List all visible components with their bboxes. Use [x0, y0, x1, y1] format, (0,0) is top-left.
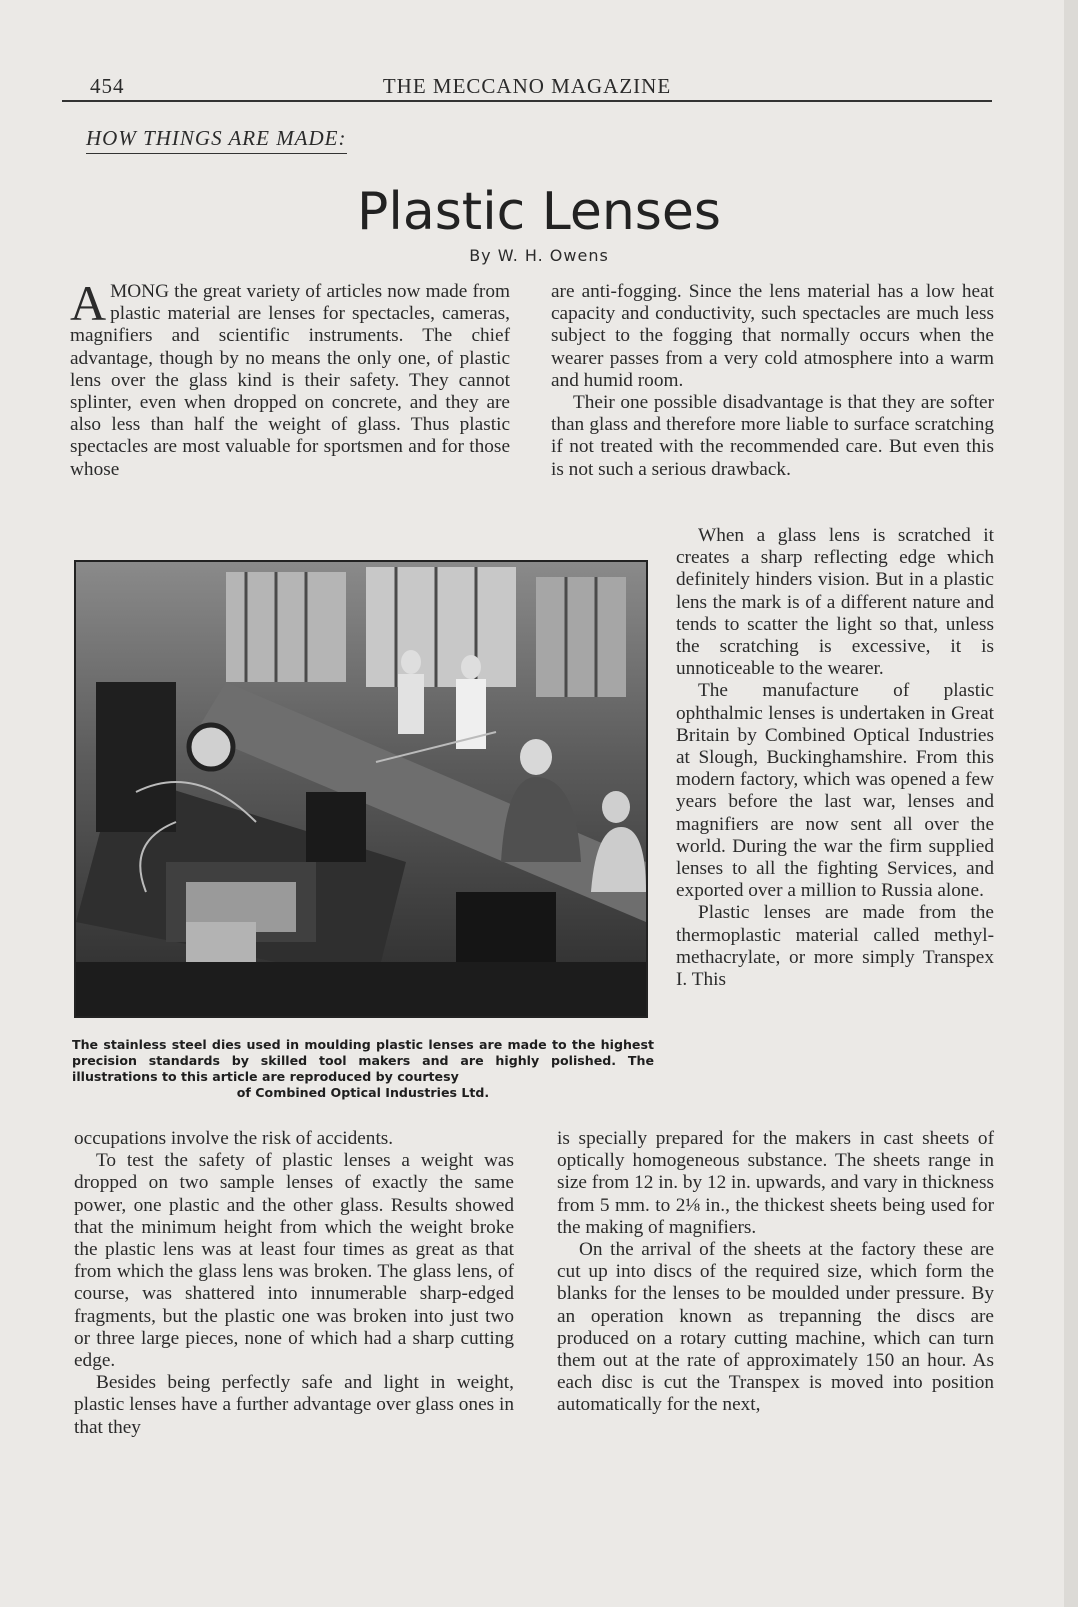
opening-paragraph — [70, 275, 510, 481]
right-column-top — [551, 281, 994, 481]
paragraph: are anti-fogging. Since the lens material has a low heat capacity and conductivity, such spectacles are much less subject to the fogging that normally occurs when the wearer passes from a very cold atmosphere into a warm and humid room. — [551, 281, 994, 391]
paragraph: To test the safety of plastic lenses a weight was dropped on two sample lenses of exactly the same power, one plastic and the other glass. Results showed that the minimum height from which the weight broke the plastic lens was at least four times as great as that from which the glass lens was broken. The glass lens, of course, was shattered into innumerable sharp-edged fragments, but the plastic one was broken into just two or three large pieces, none of which had a sharp cutting edge. — [74, 1150, 514, 1372]
paragraph: Their one possible disadvantage is that they are softer than glass and therefore more liable to surface scratching if not treated with the recommended care. But even this is not such a serious drawback. — [551, 392, 994, 480]
paragraph: The manufacture of plastic ophthalmic lenses is undertaken in Great Britain by Combined Optical Industries at Slough, Buckinghamshire. From this modern factory, which was opened a few years before the last war, lenses and magnifiers are now sent all over the world. During the war the firm supplied lenses to all the fighting Services, and exported over a million to Russia alone. — [676, 680, 994, 902]
magazine-title: THE MECCANO MAGAZINE — [382, 74, 672, 98]
photo-caption — [72, 1037, 654, 1101]
left-column-top — [70, 275, 510, 481]
factory-photo-illustration — [76, 562, 646, 1016]
left-column-bottom — [74, 1128, 514, 1439]
paragraph: When a glass lens is scratched it creates a sharp reflecting edge which definitely hinders vision. But in a plastic lens the mark is of a different nature and tends to scatter the light so that, unless the scratching is excessive, it is unnoticeable to the wearer. — [676, 525, 994, 680]
right-column-bottom — [557, 1128, 994, 1417]
caption-credit: of Combined Optical Industries Ltd. — [236, 1085, 490, 1100]
paragraph: Besides being perfectly safe and light in weight, plastic lenses have a further advantage over glass ones in that they — [74, 1372, 514, 1438]
section-label: HOW THINGS ARE MADE: — [86, 126, 347, 154]
opening-text: MONG the great variety of articles now made from plastic material are lenses for spectacles, cameras, magnifiers and scientific instruments. The chief advantage, though by no means the only one, of plastic lens over the glass kind is their safety. They cannot splinter, even when dropped on concrete, and they are also less than half the weight of glass. Thus plastic spectacles are most valuable for sportsmen and for those whose — [70, 281, 510, 480]
article-title: Plastic Lenses — [357, 182, 721, 242]
factory-photograph — [74, 560, 648, 1018]
paragraph: occupations involve the risk of accidents. — [74, 1128, 394, 1149]
paragraph: is specially prepared for the makers in cast sheets of optically homogeneous substance. The sheets range in size from 12 in. by 12 in. upwards, and vary in thickness from 5 mm. to 2⅛ in., the thickest sheets being used for the making of magnifiers. — [557, 1128, 994, 1238]
right-column-middle — [676, 525, 994, 991]
running-header — [62, 74, 992, 102]
caption-text: The stainless steel dies used in moulding plastic lenses are made to the highest precision standards by skilled tool makers and are highly polished. The illustrations to this article are reproduced by courtesy — [72, 1037, 654, 1084]
paragraph: On the arrival of the sheets at the factory these are cut up into discs of the required size, which form the blanks for the lenses to be moulded under pressure. By an operation known as trepanning the discs are produced on a rotary cutting machine, which can turn them out at the rate of approximately 150 an hour. As each disc is cut the Transpex is moved into position automatically for the next, — [557, 1239, 994, 1416]
paragraph: Plastic lenses are made from the thermoplastic material called methyl-methacrylate, or more simply Transpex I. This — [676, 902, 994, 991]
article-byline: By W. H. Owens — [469, 246, 609, 265]
page-number: 454 — [90, 74, 125, 98]
drop-cap: A — [70, 275, 107, 331]
